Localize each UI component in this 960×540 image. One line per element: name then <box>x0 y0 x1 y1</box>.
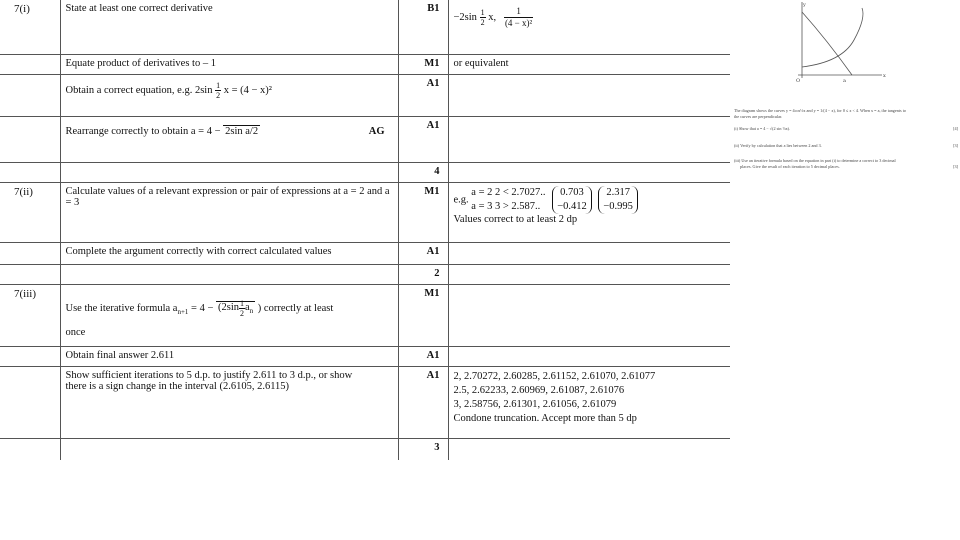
iteration-line: 3, 2.58756, 2.61301, 2.61056, 2.61079 <box>453 398 617 410</box>
question-part: places. Give the result of each iteration to 5 decimal places. <box>740 164 840 169</box>
iteration-line: 2, 2.70272, 2.60285, 2.61152, 2.61070, 2.61077 <box>453 370 656 382</box>
comp-line: a = 3 3 > 2.587.. <box>471 200 541 212</box>
row-7iii-2 <box>0 346 730 366</box>
row-7i-3 <box>0 74 730 116</box>
mark: A1 <box>398 74 448 116</box>
vector-2 <box>598 186 638 214</box>
subscript: n+1 <box>177 307 189 316</box>
frac-num: 1 <box>504 6 533 18</box>
ag-label: AG <box>368 125 385 137</box>
fraction <box>215 81 221 100</box>
total-mark: 4 <box>398 162 448 182</box>
sqrt-expression: 2sin a/2 <box>225 125 259 137</box>
note: Values correct to at least 2 dp <box>453 213 578 225</box>
sqrt-expression <box>216 298 255 318</box>
y-axis-label: y <box>803 2 806 8</box>
answer <box>448 182 730 242</box>
question-label: 7(ii) <box>0 182 60 242</box>
frac-num: 1 <box>240 298 244 308</box>
mark: M1 <box>398 182 448 242</box>
row-7iii-3 <box>0 366 730 438</box>
requirement <box>60 0 398 54</box>
origin-label: O <box>796 78 801 84</box>
row-7i-4 <box>0 116 730 162</box>
question-part: (i) Show that a = 4 − √(2 sin ½a). <box>734 126 790 131</box>
requirement <box>60 116 398 162</box>
curve-diagram <box>732 0 960 110</box>
question-label: 7(i) <box>0 0 60 54</box>
ans-text: x, <box>488 11 497 23</box>
total-mark: 2 <box>398 264 448 284</box>
fraction <box>504 6 533 29</box>
vector-1 <box>552 186 592 214</box>
frac-num: 1 <box>480 8 485 17</box>
ans-text: −2sin <box>453 11 477 23</box>
mark: A1 <box>398 116 448 162</box>
x-axis-label: x <box>883 73 886 79</box>
row-7ii-2 <box>0 242 730 264</box>
requirement <box>60 74 398 116</box>
eg-label: e.g. <box>453 194 469 205</box>
vec-val: −0.412 <box>557 200 587 212</box>
mark: M1 <box>398 54 448 74</box>
requirement: Calculate values of a relevant expression or pair of expressions at a = 2 and a = 3 <box>60 182 398 242</box>
part-mark: [3] <box>953 164 958 169</box>
row-7ii-1 <box>0 182 730 242</box>
question-label: 7(iii) <box>0 284 60 346</box>
req-text: Obtain a correct equation, e.g. 2sin <box>65 84 213 96</box>
req-text: once <box>65 326 86 338</box>
answer <box>448 0 730 54</box>
frac-den: 2 <box>216 90 221 100</box>
req-text: State at least one correct derivative <box>65 3 213 14</box>
req-text: Use the iterative formula a <box>65 302 178 314</box>
frac-den: 2 <box>240 308 244 318</box>
note: Condone truncation. Accept more than 5 dp <box>453 412 637 424</box>
req-text: Rearrange correctly to obtain a = 4 − <box>65 125 221 137</box>
mark: A1 <box>398 346 448 366</box>
mark: B1 <box>398 0 448 54</box>
fraction <box>480 8 486 27</box>
req-text: a <box>245 302 250 314</box>
subscript: n <box>249 307 254 316</box>
question-text: the curves are perpendicular. <box>734 114 783 119</box>
row-7iii-total <box>0 438 730 460</box>
requirement: Obtain final answer 2.611 <box>60 346 398 366</box>
req-text: ) correctly at least <box>257 302 334 314</box>
question-text: The diagram shows the curves y = 4cos½x and y = 1/(4 − x), for 0 ≤ x < 4. When x = a, the tangents to <box>734 108 906 113</box>
part-mark: [3] <box>953 143 958 148</box>
part-mark: [4] <box>953 126 958 131</box>
req-text: x = (4 − x)² <box>223 84 272 96</box>
question-part: (iii) Use an iterative formula based on the equation in part (i) to determine a correct to 3 decimal <box>734 158 896 163</box>
vec-val: 0.703 <box>560 186 584 198</box>
question-thumbnail <box>732 0 960 200</box>
frac-den: 2 <box>480 18 485 27</box>
vec-val: 2.317 <box>606 186 630 198</box>
answer <box>448 366 730 438</box>
comparison-lines <box>471 186 545 214</box>
answer: or equivalent <box>448 54 730 74</box>
requirement: Equate product of derivatives to – 1 <box>60 54 398 74</box>
row-7i-1 <box>0 0 730 54</box>
mark: A1 <box>398 366 448 438</box>
row-7iii-1 <box>0 284 730 346</box>
req-text: = 4 − <box>191 302 214 314</box>
requirement: Show sufficient iterations to 5 d.p. to justify 2.611 to 3 d.p., or show there is a sign change in the interval (2.6105, 2.6115) <box>60 366 398 438</box>
frac-num: 1 <box>216 80 221 90</box>
requirement: Complete the argument correctly with correct calculated values <box>60 242 398 264</box>
iteration-line: 2.5, 2.62233, 2.60969, 2.61087, 2.61076 <box>453 384 625 396</box>
mark: A1 <box>398 242 448 264</box>
question-part: (ii) Verify by calculation that a lies between 2 and 3. <box>734 143 822 148</box>
mark: M1 <box>398 284 448 346</box>
point-label: a <box>843 78 846 84</box>
vec-val: −0.995 <box>603 200 633 212</box>
frac-den: (4 − x)² <box>504 18 533 28</box>
total-mark: 3 <box>398 438 448 460</box>
requirement <box>60 284 398 346</box>
row-7ii-total <box>0 264 730 284</box>
req-text: (2sin <box>218 302 239 314</box>
row-7i-2 <box>0 54 730 74</box>
comp-line: a = 2 2 < 2.7027.. <box>471 186 546 198</box>
row-7i-total <box>0 162 730 182</box>
